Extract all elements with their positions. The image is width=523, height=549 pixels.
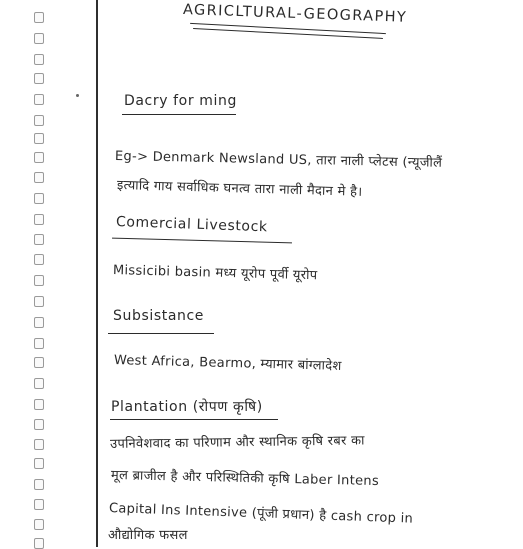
punch-hole	[34, 317, 44, 328]
punch-hole	[34, 254, 44, 265]
heading-underline	[108, 333, 214, 334]
punch-hole	[34, 419, 44, 430]
punch-hole	[34, 378, 44, 389]
note-line: उपनिवेशवाद का परिणाम और स्थानिक कृषि रबर का	[109, 433, 365, 452]
heading-underline	[122, 114, 236, 115]
page-title: AGRICLTURAL-GEOGRAPHY	[182, 2, 408, 26]
punch-hole	[34, 296, 44, 307]
note-line: Missicibi basin मध्य यूरोप पूर्वी यूरोप	[112, 263, 318, 284]
note-line: मूल ब्राजील है और परिस्थितिकी कृषि Laber Intens	[110, 468, 380, 490]
punch-hole	[34, 214, 44, 225]
punch-hole	[34, 234, 44, 245]
punch-hole	[34, 193, 44, 204]
ink-dot	[76, 94, 79, 97]
note-line: Capital Ins Intensive (पूंजी प्रधान) है cash crop in	[108, 501, 414, 527]
punch-hole-strip	[30, 0, 50, 547]
punch-hole	[34, 54, 44, 65]
punch-hole	[34, 519, 44, 530]
note-line: West Africa, Bearmo, म्यामार बांग्लादेश	[113, 353, 342, 374]
punch-hole	[34, 12, 44, 23]
note-line: Eg-> Denmark Newsland US, तारा नाली प्लेटस (न्यूजीलैं	[114, 149, 443, 171]
heading-underline	[110, 419, 278, 420]
punch-hole	[34, 73, 44, 84]
section-heading: Comercial Livestock	[115, 214, 268, 236]
note-line: औद्योगिक फसल	[108, 528, 188, 543]
punch-hole	[34, 152, 44, 163]
margin-line	[96, 0, 98, 547]
punch-hole	[34, 172, 44, 183]
section-heading: Plantation (रोपण कृषि)	[111, 399, 263, 415]
title-underline	[193, 28, 383, 39]
punch-hole	[34, 275, 44, 286]
punch-hole	[34, 538, 44, 549]
punch-hole	[34, 115, 44, 126]
punch-hole	[34, 439, 44, 450]
punch-hole	[34, 33, 44, 44]
punch-hole	[34, 338, 44, 349]
section-heading: Dacry for ming	[124, 93, 237, 109]
punch-hole	[34, 357, 44, 368]
punch-hole	[34, 479, 44, 490]
punch-hole	[34, 499, 44, 510]
punch-hole	[34, 458, 44, 469]
heading-underline	[112, 238, 292, 244]
punch-hole	[34, 399, 44, 410]
punch-hole	[34, 94, 44, 105]
section-heading: Subsistance	[113, 308, 204, 324]
punch-hole	[34, 133, 44, 144]
note-line: इत्यादि गाय सर्वाधिक घनत्व तारा नाली मैदान मे है।	[116, 178, 363, 200]
